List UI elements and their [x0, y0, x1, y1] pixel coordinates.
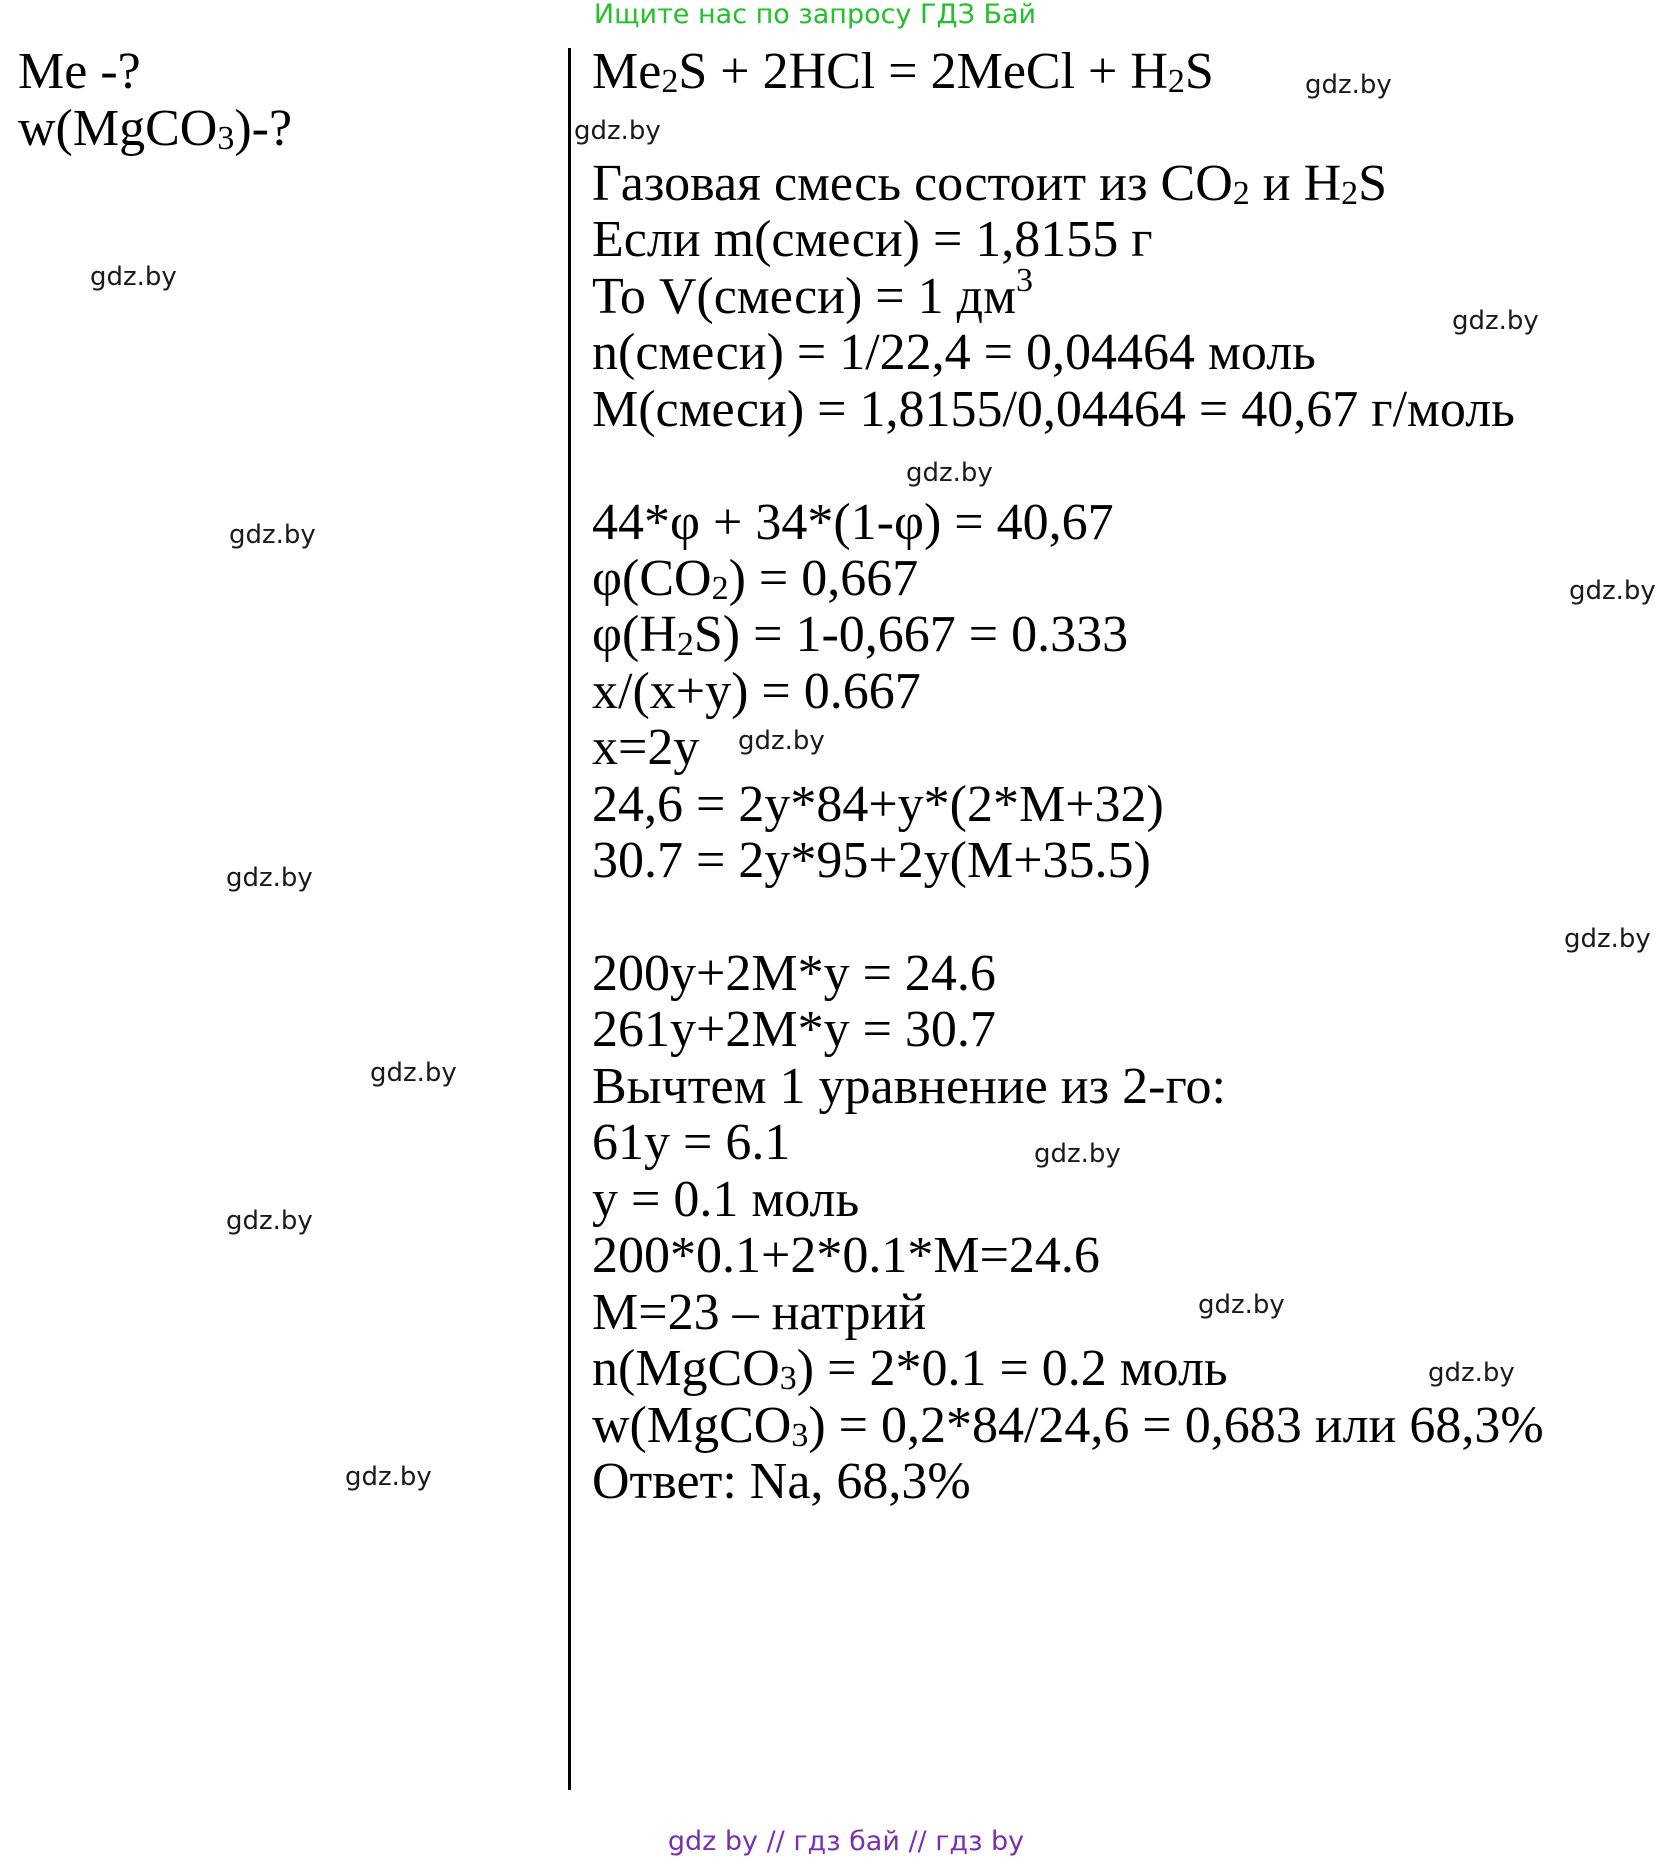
fraction-equation: 44*φ + 34*(1-φ) = 40,67	[592, 494, 1114, 551]
watermark: gdz.by	[226, 1206, 313, 1236]
n-mgco3-line: n(MgCO$_3$) = 2*0.1 = 0.2 моль	[592, 1340, 1228, 1397]
watermark: gdz.by	[1428, 1358, 1515, 1388]
watermark: gdz.by	[229, 520, 316, 550]
x-equals-2y-line: x=2y	[592, 719, 700, 776]
subtract-instruction: Вычтем 1 уравнение из 2-го:	[592, 1058, 1226, 1115]
watermark: gdz.by	[1452, 306, 1539, 336]
given-unknown-metal: Me -?	[18, 43, 141, 100]
mass-equation-1: 24,6 = 2y*84+y*(2*M+32)	[592, 776, 1164, 833]
mass-equation-2: 30.7 = 2y*95+2y(M+35.5)	[592, 832, 1151, 889]
watermark: gdz.by	[1305, 70, 1392, 100]
phi-co2-line: $\varphi(CO_2) = 0,667$	[592, 550, 919, 607]
watermark: gdz.by	[1564, 924, 1651, 954]
watermark: gdz.by	[574, 116, 661, 146]
reaction-equation: $Me_2S + 2HCl$ = 2MeCl + $H_2S$	[592, 43, 1214, 100]
watermark: gdz.by	[90, 262, 177, 292]
y-equation: 61y = 6.1	[592, 1114, 791, 1171]
watermark: gdz.by	[370, 1058, 457, 1088]
gas-mixture-line: Газовая смесь состоит из $CO_2$ и $H_2S$	[592, 155, 1388, 212]
answer-line: Ответ: Na, 68,3%	[592, 1453, 971, 1510]
given-unknown-fraction: w(MgCO$_3$)-?	[18, 100, 293, 157]
w-mgco3-line: w(MgCO$_3$) = 0,2*84/24,6 = 0,683 или 68,3%	[592, 1397, 1544, 1454]
metal-result: M=23 – натрий	[592, 1284, 927, 1341]
footer-watermark: gdz by // гдз бай // гдз by	[667, 1826, 1025, 1857]
y-value: y = 0.1 моль	[592, 1171, 860, 1228]
watermark: gdz.by	[1569, 576, 1656, 606]
moles-mixture-line: n(смеси) = 1/22,4 = 0,04464 моль	[592, 324, 1316, 381]
metal-mass-equation: 200*0.1+2*0.1*M=24.6	[592, 1227, 1100, 1284]
column-divider	[568, 48, 571, 1790]
molar-mass-mixture-line: M(смеси) = 1,8155/0,04464 = 40,67 г/моль	[592, 381, 1515, 438]
watermark: gdz.by	[226, 863, 313, 893]
top-banner: Ищите нас по запросу ГДЗ Бай	[593, 0, 1037, 30]
system-equation-1: 200y+2M*y = 24.6	[592, 945, 996, 1002]
mixture-mass-line: Если m(смеси) = 1,8155 г	[592, 211, 1153, 268]
watermark: gdz.by	[1034, 1139, 1121, 1169]
ratio-line: x/(x+y) = 0.667	[592, 663, 921, 720]
system-equation-2: 261y+2M*y = 30.7	[592, 1001, 996, 1058]
watermark: gdz.by	[1198, 1290, 1285, 1320]
phi-h2s-line: $\varphi(H_2S) = 1-0,667 = 0.333$	[592, 606, 1129, 663]
mixture-volume-line: То V(смеси) = 1 $дм^3$	[592, 262, 1033, 325]
watermark: gdz.by	[345, 1462, 432, 1492]
watermark: gdz.by	[738, 726, 825, 756]
watermark: gdz.by	[906, 458, 993, 488]
